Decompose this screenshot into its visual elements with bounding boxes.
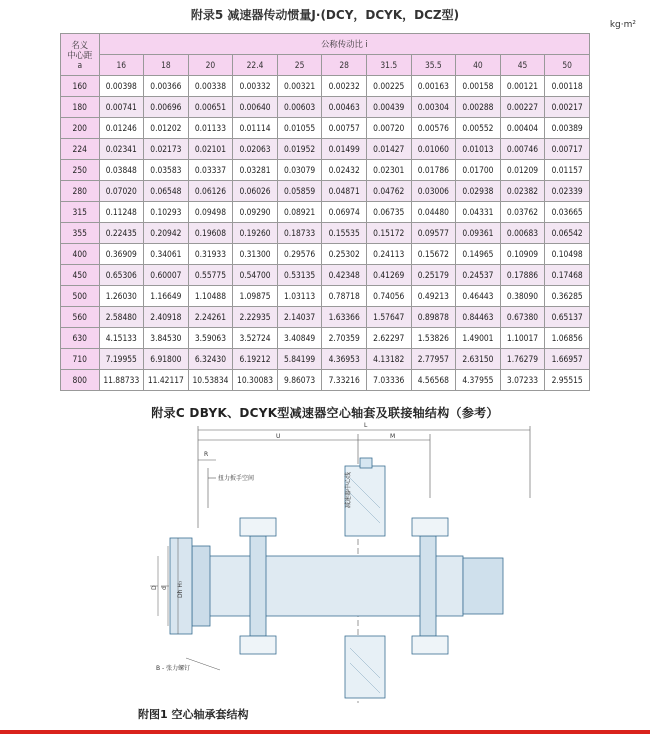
inertia-value-cell: 7.33216 <box>322 370 367 391</box>
label-L: L <box>364 422 368 429</box>
inertia-value-cell: 0.00741 <box>99 97 144 118</box>
inertia-value-cell: 0.00683 <box>500 223 545 244</box>
inertia-value-cell: 2.63150 <box>456 349 501 370</box>
appendix-c-title: 附录C DBYK、DCYK型减速器空心轴套及联接轴结构（参考） <box>151 406 499 420</box>
label-dh: Dh H₇ <box>177 580 184 598</box>
table-row <box>61 202 590 223</box>
inertia-value-cell: 0.00552 <box>456 118 501 139</box>
inertia-value-cell: 0.36909 <box>99 244 144 265</box>
table-row <box>61 328 590 349</box>
label-R: R <box>204 451 209 458</box>
inertia-value-cell: 0.31933 <box>188 244 233 265</box>
label-reducer-centerline: 减速器中心线 <box>345 471 352 508</box>
inertia-value-cell: 0.04762 <box>366 181 411 202</box>
inertia-value-cell: 0.03762 <box>500 202 545 223</box>
inertia-value-cell: 0.01209 <box>500 160 545 181</box>
inertia-value-cell: 0.24537 <box>456 265 501 286</box>
red-divider <box>0 730 650 734</box>
inertia-value-cell: 1.06856 <box>545 328 590 349</box>
ratio-header-cell: 31.5 <box>366 55 411 76</box>
unit-label: kg·m² <box>609 20 636 30</box>
inertia-value-cell: 0.09577 <box>411 223 456 244</box>
inertia-value-cell: 0.10498 <box>545 244 590 265</box>
inertia-value-cell: 10.30083 <box>233 370 278 391</box>
inertia-value-cell: 0.02101 <box>188 139 233 160</box>
inertia-value-cell: 0.01060 <box>411 139 456 160</box>
inertia-value-cell: 0.00576 <box>411 118 456 139</box>
inertia-value-cell: 0.53135 <box>277 265 322 286</box>
inertia-value-cell: 0.00696 <box>144 97 189 118</box>
inertia-value-cell: 0.17468 <box>545 265 590 286</box>
inertia-value-cell: 0.03337 <box>188 160 233 181</box>
inertia-value-cell: 1.26030 <box>99 286 144 307</box>
inertia-value-cell: 1.63366 <box>322 307 367 328</box>
inertia-value-cell: 0.65306 <box>99 265 144 286</box>
center-distance-cell: 315 <box>61 202 100 223</box>
inertia-value-cell: 0.00332 <box>233 76 278 97</box>
inertia-value-cell: 0.20942 <box>144 223 189 244</box>
inertia-value-cell: 3.40849 <box>277 328 322 349</box>
inertia-value-cell: 0.15535 <box>322 223 367 244</box>
inertia-value-cell: 0.17886 <box>500 265 545 286</box>
inertia-value-cell: 0.14965 <box>456 244 501 265</box>
inertia-value-cell: 0.02063 <box>233 139 278 160</box>
inertia-value-cell: 1.10017 <box>500 328 545 349</box>
center-distance-cell: 200 <box>61 118 100 139</box>
inertia-value-cell: 0.00651 <box>188 97 233 118</box>
inertia-value-cell: 0.03583 <box>144 160 189 181</box>
inertia-value-cell: 0.00398 <box>99 76 144 97</box>
inertia-value-cell: 0.74056 <box>366 286 411 307</box>
inertia-value-cell: 0.31300 <box>233 244 278 265</box>
figure-caption: 附图1 空心轴承套结构 <box>138 708 249 721</box>
label-M: M <box>390 433 396 440</box>
inertia-value-cell: 1.53826 <box>411 328 456 349</box>
center-distance-cell: 450 <box>61 265 100 286</box>
housing-left-bottom <box>240 636 276 654</box>
inertia-value-cell: 3.52724 <box>233 328 278 349</box>
center-distance-cell: 630 <box>61 328 100 349</box>
inertia-value-cell: 1.76279 <box>500 349 545 370</box>
ratio-header-cell: 16 <box>99 55 144 76</box>
inertia-value-cell: 1.57647 <box>366 307 411 328</box>
center-distance-cell: 180 <box>61 97 100 118</box>
inertia-value-cell: 0.03281 <box>233 160 278 181</box>
inertia-value-cell: 0.03848 <box>99 160 144 181</box>
inertia-value-cell: 4.37955 <box>456 370 501 391</box>
inertia-value-cell: 0.10909 <box>500 244 545 265</box>
inertia-value-cell: 0.78718 <box>322 286 367 307</box>
ratio-header-cell: 50 <box>545 55 590 76</box>
ratio-header-cell: 35.5 <box>411 55 456 76</box>
inertia-value-cell: 1.03113 <box>277 286 322 307</box>
inertia-value-cell: 0.01952 <box>277 139 322 160</box>
inertia-value-cell: 0.00321 <box>277 76 322 97</box>
ratio-header-cell: 45 <box>500 55 545 76</box>
inertia-value-cell: 0.04480 <box>411 202 456 223</box>
inertia-value-cell: 0.00757 <box>322 118 367 139</box>
inertia-value-cell: 7.03336 <box>366 370 411 391</box>
inertia-value-cell: 0.02173 <box>144 139 189 160</box>
inertia-value-cell: 6.91800 <box>144 349 189 370</box>
inertia-value-cell: 0.01133 <box>188 118 233 139</box>
inertia-value-cell: 0.10293 <box>144 202 189 223</box>
inertia-value-cell: 0.00404 <box>500 118 545 139</box>
label-d: d <box>161 586 168 590</box>
inertia-value-cell: 0.34061 <box>144 244 189 265</box>
inertia-value-cell: 2.22935 <box>233 307 278 328</box>
center-distance-cell: 500 <box>61 286 100 307</box>
inertia-value-cell: 2.58480 <box>99 307 144 328</box>
inertia-value-cell: 0.06735 <box>366 202 411 223</box>
inertia-value-cell: 0.36285 <box>545 286 590 307</box>
center-distance-cell: 160 <box>61 76 100 97</box>
inertia-value-cell: 0.00304 <box>411 97 456 118</box>
inertia-value-cell: 0.41269 <box>366 265 411 286</box>
inertia-value-cell: 0.09361 <box>456 223 501 244</box>
hollow-shaft-drawing <box>120 418 560 703</box>
inertia-value-cell: 0.09290 <box>233 202 278 223</box>
ratio-header-cell: 22.4 <box>233 55 278 76</box>
table-row <box>61 181 590 202</box>
housing-right-top <box>412 518 448 536</box>
inertia-value-cell: 1.16649 <box>144 286 189 307</box>
inertia-value-cell: 0.00439 <box>366 97 411 118</box>
inertia-value-cell: 2.14037 <box>277 307 322 328</box>
inertia-value-cell: 2.24261 <box>188 307 233 328</box>
inertia-value-cell: 0.42348 <box>322 265 367 286</box>
inertia-value-cell: 0.02301 <box>366 160 411 181</box>
label-bolt: B - 张力螺钉 <box>156 665 191 672</box>
table-row <box>61 349 590 370</box>
inertia-value-cell: 0.01786 <box>411 160 456 181</box>
inertia-value-cell: 0.00121 <box>500 76 545 97</box>
inertia-value-cell: 0.00463 <box>322 97 367 118</box>
bearing-right <box>420 536 436 636</box>
inertia-value-cell: 0.00163 <box>411 76 456 97</box>
inertia-value-cell: 2.70359 <box>322 328 367 349</box>
corner-line-2: 中心距 <box>67 49 93 60</box>
table-row <box>61 244 590 265</box>
inertia-value-cell: 2.95515 <box>545 370 590 391</box>
inertia-value-cell: 0.00338 <box>188 76 233 97</box>
inertia-value-cell: 0.11248 <box>99 202 144 223</box>
inertia-value-cell: 0.00720 <box>366 118 411 139</box>
inertia-value-cell: 0.00225 <box>366 76 411 97</box>
inertia-value-cell: 0.00217 <box>545 97 590 118</box>
inertia-value-cell: 0.02341 <box>99 139 144 160</box>
table-row <box>61 160 590 181</box>
inertia-value-cell: 0.00288 <box>456 97 501 118</box>
gear-lower <box>345 636 385 698</box>
table-row <box>61 139 590 160</box>
inertia-value-cell: 0.00227 <box>500 97 545 118</box>
inertia-value-cell: 0.06542 <box>545 223 590 244</box>
inertia-value-cell: 0.07020 <box>99 181 144 202</box>
inertia-value-cell: 0.00717 <box>545 139 590 160</box>
housing-right-bottom <box>412 636 448 654</box>
inertia-value-cell: 0.67380 <box>500 307 545 328</box>
table-row <box>61 223 590 244</box>
inertia-table <box>60 33 590 391</box>
inertia-value-cell: 0.06974 <box>322 202 367 223</box>
inertia-value-cell: 0.02938 <box>456 181 501 202</box>
inertia-value-cell: 0.01157 <box>545 160 590 181</box>
inertia-value-cell: 1.09875 <box>233 286 278 307</box>
inertia-value-cell: 4.56568 <box>411 370 456 391</box>
inertia-value-cell: 0.06026 <box>233 181 278 202</box>
inertia-value-cell: 0.04331 <box>456 202 501 223</box>
table-row <box>61 76 590 97</box>
inertia-value-cell: 0.00389 <box>545 118 590 139</box>
inertia-value-cell: 0.25179 <box>411 265 456 286</box>
inertia-value-cell: 0.00746 <box>500 139 545 160</box>
inertia-value-cell: 0.54700 <box>233 265 278 286</box>
inertia-value-cell: 0.49213 <box>411 286 456 307</box>
inertia-value-cell: 0.05859 <box>277 181 322 202</box>
inertia-value-cell: 0.02432 <box>322 160 367 181</box>
ratio-header-cell: 40 <box>456 55 501 76</box>
inertia-value-cell: 0.08921 <box>277 202 322 223</box>
inertia-value-cell: 0.01114 <box>233 118 278 139</box>
inertia-value-cell: 0.00640 <box>233 97 278 118</box>
shrink-disc <box>192 546 210 626</box>
inertia-value-cell: 0.18733 <box>277 223 322 244</box>
inertia-value-cell: 0.89878 <box>411 307 456 328</box>
inertia-value-cell: 7.19955 <box>99 349 144 370</box>
table-row <box>61 370 590 391</box>
inertia-value-cell: 0.02339 <box>545 181 590 202</box>
inertia-value-cell: 11.88733 <box>99 370 144 391</box>
inertia-value-cell: 0.03006 <box>411 181 456 202</box>
inertia-value-cell: 0.00603 <box>277 97 322 118</box>
inertia-value-cell: 0.01055 <box>277 118 322 139</box>
inertia-value-cell: 2.40918 <box>144 307 189 328</box>
inertia-value-cell: 0.01700 <box>456 160 501 181</box>
table-row <box>61 118 590 139</box>
inertia-value-cell: 4.13182 <box>366 349 411 370</box>
inertia-value-cell: 6.32430 <box>188 349 233 370</box>
inertia-value-cell: 0.02382 <box>500 181 545 202</box>
inertia-value-cell: 0.01246 <box>99 118 144 139</box>
inertia-value-cell: 0.00366 <box>144 76 189 97</box>
inertia-value-cell: 4.15133 <box>99 328 144 349</box>
inertia-value-cell: 1.66957 <box>545 349 590 370</box>
inertia-value-cell: 3.84530 <box>144 328 189 349</box>
housing-left-top <box>240 518 276 536</box>
label-wrench-space: 扭力扳手空间 <box>218 475 255 482</box>
inertia-value-cell: 0.15672 <box>411 244 456 265</box>
table-row <box>61 265 590 286</box>
inertia-value-cell: 0.46443 <box>456 286 501 307</box>
center-distance-cell: 560 <box>61 307 100 328</box>
inertia-value-cell: 0.38090 <box>500 286 545 307</box>
label-U: U <box>276 433 281 440</box>
corner-line-3: a <box>77 59 83 70</box>
center-distance-cell: 250 <box>61 160 100 181</box>
inertia-value-cell: 0.01499 <box>322 139 367 160</box>
inertia-value-cell: 2.77957 <box>411 349 456 370</box>
inertia-value-cell: 2.62297 <box>366 328 411 349</box>
corner-line-1: 名义 <box>71 39 89 50</box>
table-row <box>61 286 590 307</box>
inertia-value-cell: 4.36953 <box>322 349 367 370</box>
inertia-value-cell: 3.59063 <box>188 328 233 349</box>
ratio-row <box>61 55 590 76</box>
center-distance-header <box>61 34 100 76</box>
table-row <box>61 97 590 118</box>
center-distance-cell: 400 <box>61 244 100 265</box>
inertia-value-cell: 0.19260 <box>233 223 278 244</box>
inertia-value-cell: 0.03665 <box>545 202 590 223</box>
inertia-value-cell: 0.19608 <box>188 223 233 244</box>
ratio-header-cell: 18 <box>144 55 189 76</box>
inertia-value-cell: 10.53834 <box>188 370 233 391</box>
inertia-value-cell: 5.84199 <box>277 349 322 370</box>
inertia-value-cell: 0.29576 <box>277 244 322 265</box>
inertia-value-cell: 0.03079 <box>277 160 322 181</box>
inertia-value-cell: 1.10488 <box>188 286 233 307</box>
inertia-value-cell: 6.19212 <box>233 349 278 370</box>
inertia-value-cell: 0.24113 <box>366 244 411 265</box>
inertia-value-cell: 0.60007 <box>144 265 189 286</box>
inertia-value-cell: 0.15172 <box>366 223 411 244</box>
inertia-value-cell: 0.00158 <box>456 76 501 97</box>
ratio-header-cell: 28 <box>322 55 367 76</box>
ratio-header-cell: 20 <box>188 55 233 76</box>
inertia-value-cell: 0.25302 <box>322 244 367 265</box>
inertia-value-cell: 0.22435 <box>99 223 144 244</box>
inertia-value-cell: 0.00232 <box>322 76 367 97</box>
inertia-value-cell: 0.01013 <box>456 139 501 160</box>
inertia-value-cell: 0.09498 <box>188 202 233 223</box>
output-shaft <box>463 558 503 614</box>
inertia-value-cell: 11.42117 <box>144 370 189 391</box>
center-distance-cell: 280 <box>61 181 100 202</box>
inertia-value-cell: 9.86073 <box>277 370 322 391</box>
appendix-5-title: 附录5 减速器传动惯量J·(DCY，DCYK，DCZ型) <box>190 8 460 22</box>
inertia-value-cell: 3.07233 <box>500 370 545 391</box>
center-distance-cell: 800 <box>61 370 100 391</box>
center-distance-cell: 710 <box>61 349 100 370</box>
center-distance-cell: 224 <box>61 139 100 160</box>
inertia-value-cell: 0.01427 <box>366 139 411 160</box>
table-row <box>61 307 590 328</box>
inertia-value-cell: 0.01202 <box>144 118 189 139</box>
inertia-value-cell: 1.49001 <box>456 328 501 349</box>
inertia-value-cell: 0.84463 <box>456 307 501 328</box>
ratio-header-cell: 25 <box>277 55 322 76</box>
label-D: D <box>151 585 158 590</box>
inertia-value-cell: 0.00118 <box>545 76 590 97</box>
bearing-left <box>250 536 266 636</box>
inertia-value-cell: 0.04871 <box>322 181 367 202</box>
center-distance-cell: 355 <box>61 223 100 244</box>
ratio-header: 公称传动比 i <box>99 34 590 55</box>
inertia-value-cell: 0.65137 <box>545 307 590 328</box>
inertia-value-cell: 0.06548 <box>144 181 189 202</box>
inertia-value-cell: 0.06126 <box>188 181 233 202</box>
inertia-value-cell: 0.55775 <box>188 265 233 286</box>
